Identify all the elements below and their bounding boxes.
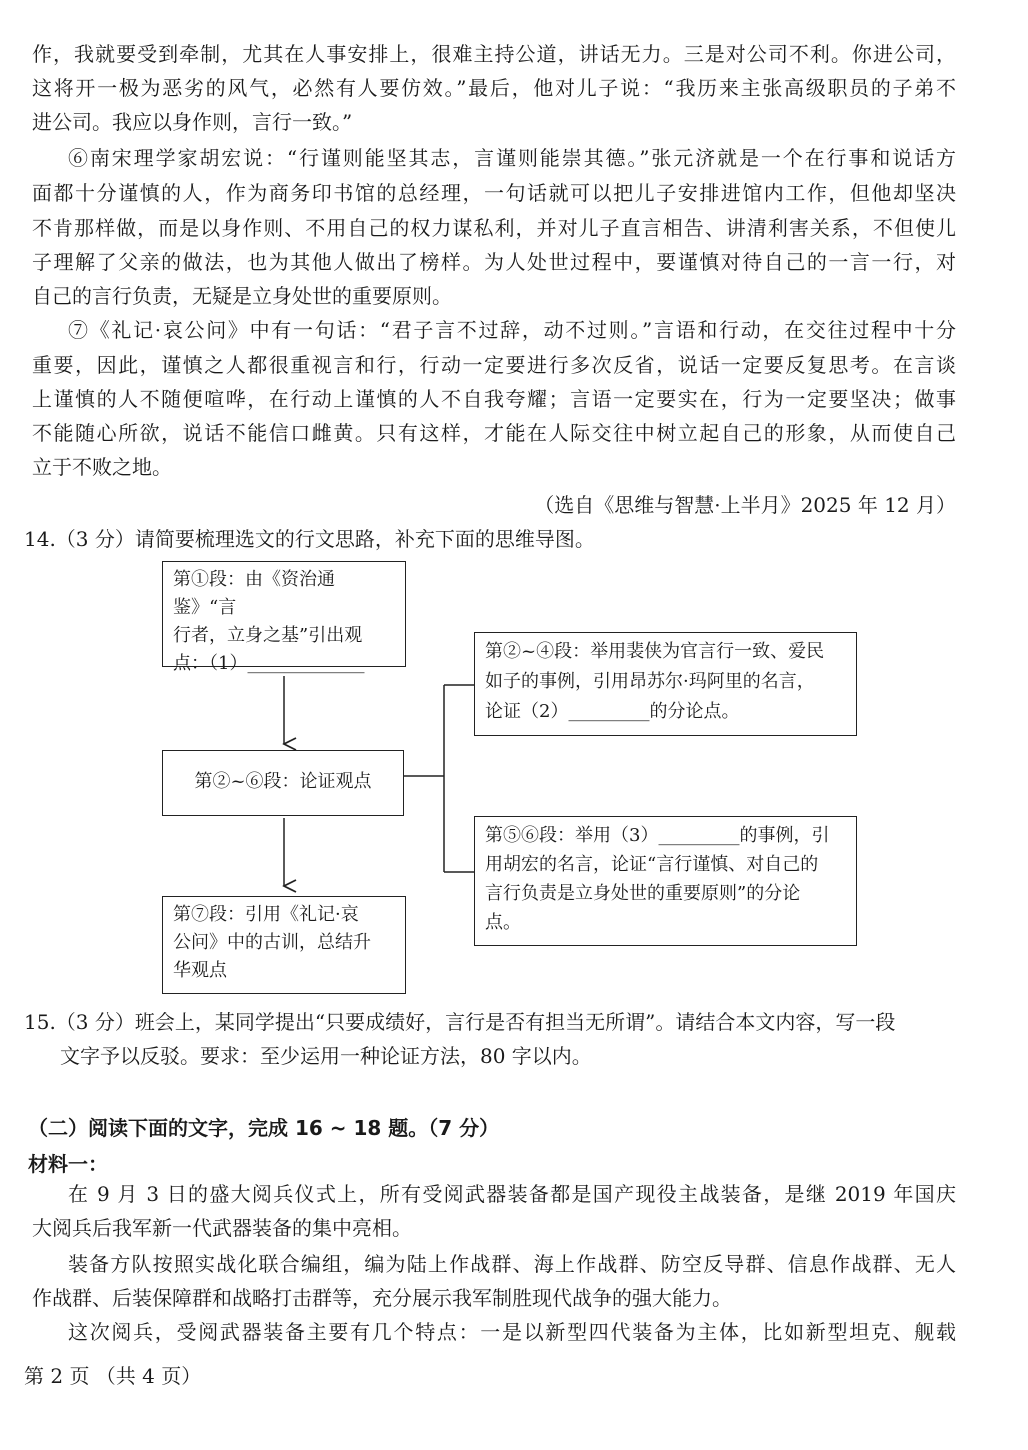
page-footer: 第 2 页 （共 4 页） xyxy=(24,1364,202,1388)
material-line: 在 9 月 3 日的盛大阅兵仪式上，所有受阅武器装备都是国产现役主战装备，是继 2019 年国庆 xyxy=(68,1182,956,1206)
passage-line: 作，我就要受到牵制，尤其在人事安排上，很难主持公道，讲话无力。三是对公司不利。你进公司， xyxy=(32,42,956,66)
mindmap-box-paragraph-7: 第⑦段：引用《礼记·哀 公问》中的古训，总结升 华观点 xyxy=(162,896,406,994)
mindmap-box-paragraphs-2-6: 第②~⑥段：论证观点 xyxy=(162,750,404,816)
passage-line: 进公司。我应以身作则，言行一致。” xyxy=(32,110,353,134)
question-15-line-2: 文字予以反驳。要求：至少运用一种论证方法，80 字以内。 xyxy=(60,1044,592,1068)
question-14-prompt: 14.（3 分）请简要梳理选文的行文思路，补充下面的思维导图。 xyxy=(24,527,595,551)
section-heading: （二）阅读下面的文字，完成 16 ~ 18 题。（7 分） xyxy=(28,1116,500,1140)
mindmap-box-paragraphs-2-4: 第②~④段：举用裴侠为官言行一致、爱民 如子的事例，引用昂苏尔·玛阿里的名言， 论证（2）_________的分论点。 xyxy=(474,632,857,736)
passage-line: 重要，因此，谨慎之人都很重视言和行，行动一定要进行多次反省，说话一定要反复思考。在言谈 xyxy=(32,353,956,377)
mindmap-box-paragraphs-5-6: 第⑤⑥段：举用（3）_________的事例，引 用胡宏的名言，论证“言行谨慎、对自己的 言行负责是立身处世的重要原则”的分论 点。 xyxy=(474,816,857,946)
passage-source: （选自《思维与智慧·上半月》2025 年 12 月） xyxy=(534,493,956,517)
material-label: 材料一： xyxy=(28,1152,108,1176)
mindmap-box-paragraph-1: 第①段：由《资治通鉴》“言 行者，立身之基”引出观 点：（1）_____________ xyxy=(162,561,406,667)
passage-line: 不肯那样做，而是以身作则、不用自己的权力谋私利，并对儿子直言相告、讲清利害关系，不但使儿 xyxy=(32,216,956,240)
question-15-line-1: 15.（3 分）班会上，某同学提出“只要成绩好，言行是否有担当无所谓”。请结合本文内容，写一段 xyxy=(24,1010,896,1034)
passage-line: 立于不败之地。 xyxy=(32,455,172,479)
passage-line: 自己的言行负责，无疑是立身处世的重要原则。 xyxy=(32,284,452,308)
passage-line: 子理解了父亲的做法，也为其他人做出了榜样。为人处世过程中，要谨慎对待自己的一言一行，对 xyxy=(32,250,956,274)
passage-line: ⑥南宋理学家胡宏说：“行谨则能坚其志，言谨则能崇其德。”张元济就是一个在行事和说话方 xyxy=(68,146,956,170)
passage-line: ⑦《礼记·哀公问》中有一句话：“君子言不过辞，动不过则。”言语和行动，在交往过程中十分 xyxy=(68,318,956,342)
passage-line: 面都十分谨慎的人，作为商务印书馆的总经理，一句话就可以把儿子安排进馆内工作，但他却坚决 xyxy=(32,181,956,205)
material-line: 大阅兵后我军新一代武器装备的集中亮相。 xyxy=(32,1216,412,1240)
passage-line: 这将开一极为恶劣的风气，必然有人要仿效。”最后，他对儿子说：“我历来主张高级职员的子弟不 xyxy=(32,76,956,100)
material-line: 这次阅兵，受阅武器装备主要有几个特点：一是以新型四代装备为主体，比如新型坦克、舰载 xyxy=(68,1320,956,1344)
passage-line: 上谨慎的人不随便喧哗，在行动上谨慎的人不自我夸耀；言语一定要实在，行为一定要坚决；做事 xyxy=(32,387,956,411)
material-line: 作战群、后装保障群和战略打击群等，充分展示我军制胜现代战争的强大能力。 xyxy=(32,1286,732,1310)
material-line: 装备方队按照实战化联合编组，编为陆上作战群、海上作战群、防空反导群、信息作战群、无人 xyxy=(68,1252,956,1276)
passage-line: 不能随心所欲，说话不能信口雌黄。只有这样，才能在人际交往中树立起自己的形象，从而使自己 xyxy=(32,421,956,445)
